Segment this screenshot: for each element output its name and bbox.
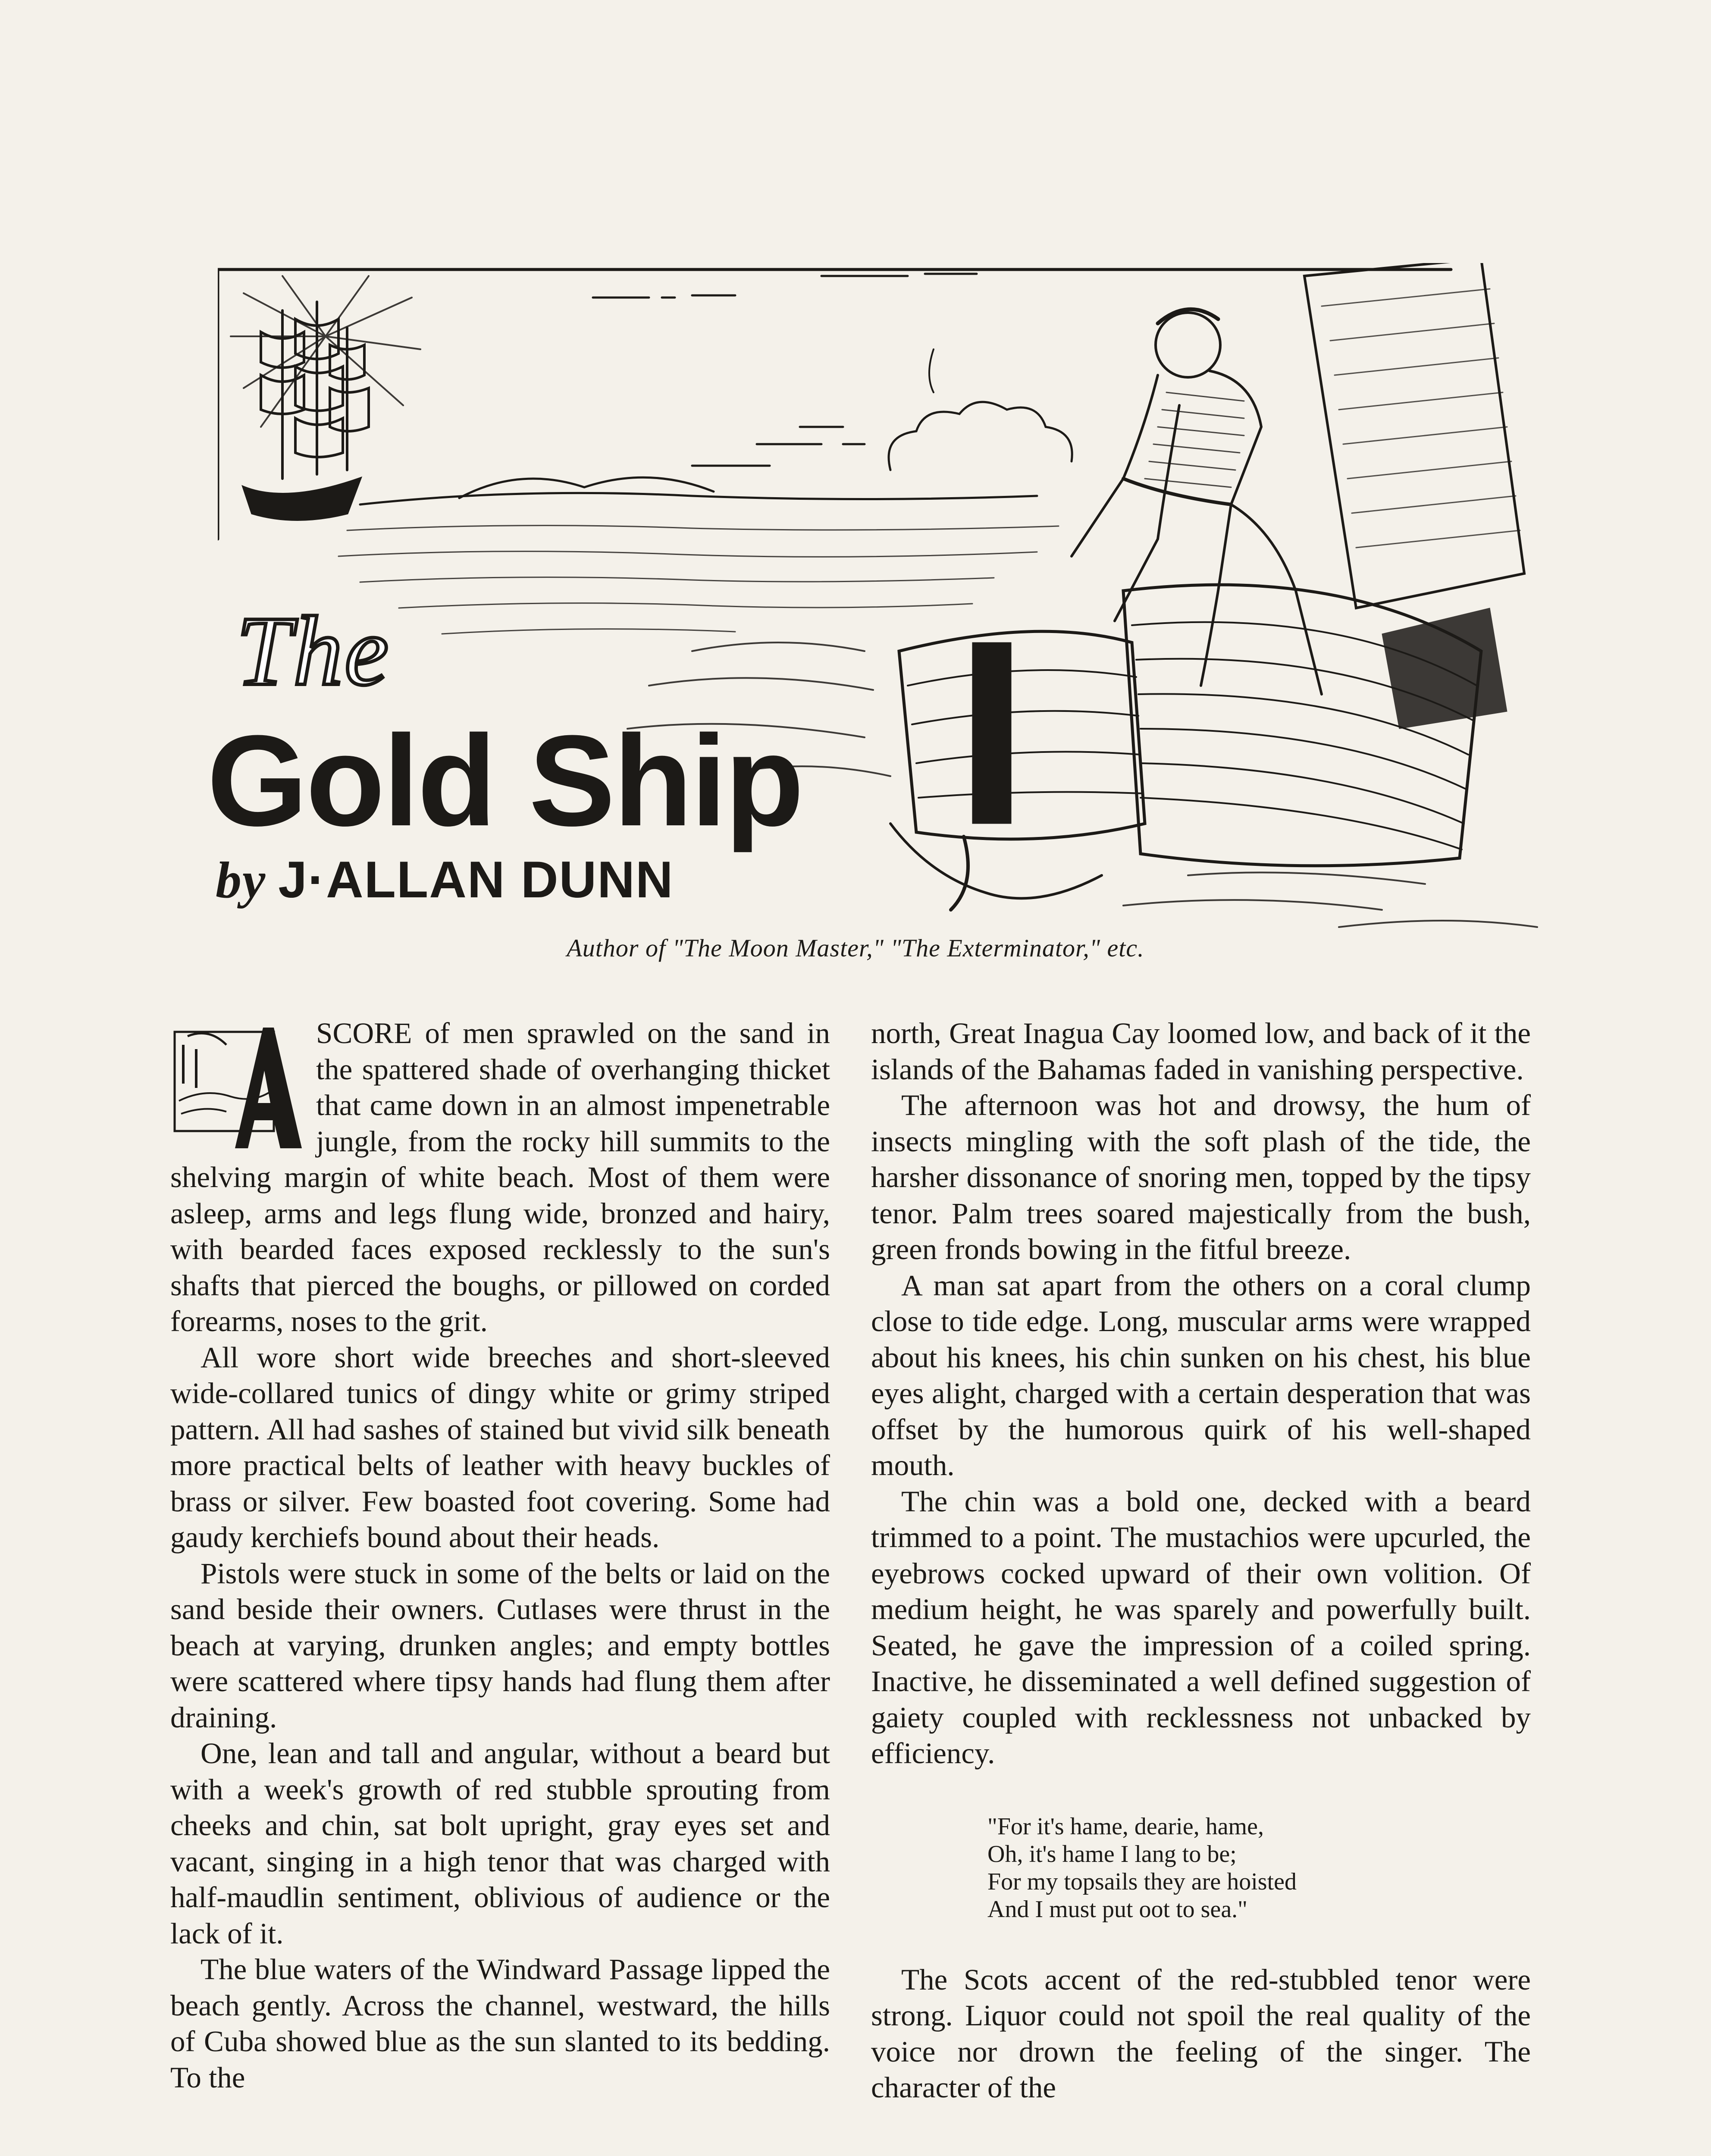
story-title: Gold Ship [207, 708, 802, 853]
verse-line: Oh, it's hame I lang to be; [987, 1840, 1237, 1868]
drop-cap-a-icon [170, 1019, 304, 1153]
author-credits: Author of "The Moon Master," "The Exterminator," etc. [567, 934, 1144, 962]
paragraph: The blue waters of the Windward Passage lipped the beach gently. Across the channel, westward, the hills of Cuba showed blue as the sun slanted to its bedding. To the [170, 1953, 830, 2094]
song-verse [987, 1813, 1531, 1923]
title-the: The [236, 596, 390, 706]
verse-line: "For it's hame, dearie, hame, [987, 1813, 1264, 1840]
paragraph: All wore short wide breeches and short-sleeved wide-collared tunics of dingy white or grimy striped pattern. All had sashes of stained but vivid silk beneath more practical belts of leather with heavy buckles of brass or silver. Few boasted foot covering. Some had gaudy kerchiefs bound about their heads. [170, 1341, 830, 1554]
right-column [871, 1015, 1531, 2106]
paragraph: north, Great Inagua Cay loomed low, and back of it the islands of the Bahamas faded in vanishing perspective. [871, 1017, 1531, 1086]
paragraph: The afternoon was hot and drowsy, the hum of insects mingling with the soft plash of the tide, the harsher dissonance of snoring men, topped by the tipsy tenor. Palm trees soared majestically from the bush, green fronds bowing in the fitful breeze. [871, 1089, 1531, 1266]
author-name: J·ALLAN DUNN [278, 851, 674, 909]
byline-prefix: by [216, 851, 266, 909]
byline [216, 851, 674, 909]
drop-cap-a [170, 1019, 304, 1153]
paragraph: The chin was a bold one, decked with a beard trimmed to a point. The mustachios were upcurled, the eyebrows cocked upward of their own volition. Of medium height, he was sparely and powerfully built. Seated, he gave the impression of a coiled spring. Inactive, he disseminated a well defined suggestion of gaiety coupled with recklessness not unbacked by efficiency. [871, 1485, 1531, 1770]
paragraph: SCORE of men sprawled on the sand in the spattered shade of overhanging thicket that came down in an almost impenetrable jungle, from the rocky hill summits to the shelving margin of white beach. Most of them were asleep, arms and legs flung wide, bronzed and hairy, with bearded faces exposed recklessly to the sun's shafts that pierced the boughs, or pillowed on corded forearms, noses to the grit. [170, 1017, 830, 1338]
verse-line: For my topsails they are hoisted [987, 1868, 1297, 1895]
paragraph: A man sat apart from the others on a coral clump close to tide edge. Long, muscular arms were wrapped about his knees, his chin sunken on his chest, his blue eyes alight, charged with a certain desperation that was offset by the humorous quirk of his well-shaped mouth. [871, 1269, 1531, 1482]
paragraph: One, lean and tall and angular, without a beard but with a week's growth of red stubble sprouting from cheeks and chin, sat bolt upright, gray eyes set and vacant, singing in a high tenor that was charged with half-maudlin sentiment, oblivious of audience or the lack of it. [170, 1737, 830, 1950]
verse-line: And I must put oot to sea." [987, 1896, 1248, 1923]
paragraph: Pistols were stuck in some of the belts or laid on the sand beside their owners. Cutlases were thrust in the beach at varying, drunken angles; and empty bottles were scattered where tipsy hands had flung them after draining. [170, 1557, 830, 1734]
left-column [170, 1015, 830, 2096]
paragraph: The Scots accent of the red-stubbled tenor were strong. Liquor could not spoil the real quality of the voice nor drown the feeling of the singer. The character of the [871, 1963, 1531, 2104]
